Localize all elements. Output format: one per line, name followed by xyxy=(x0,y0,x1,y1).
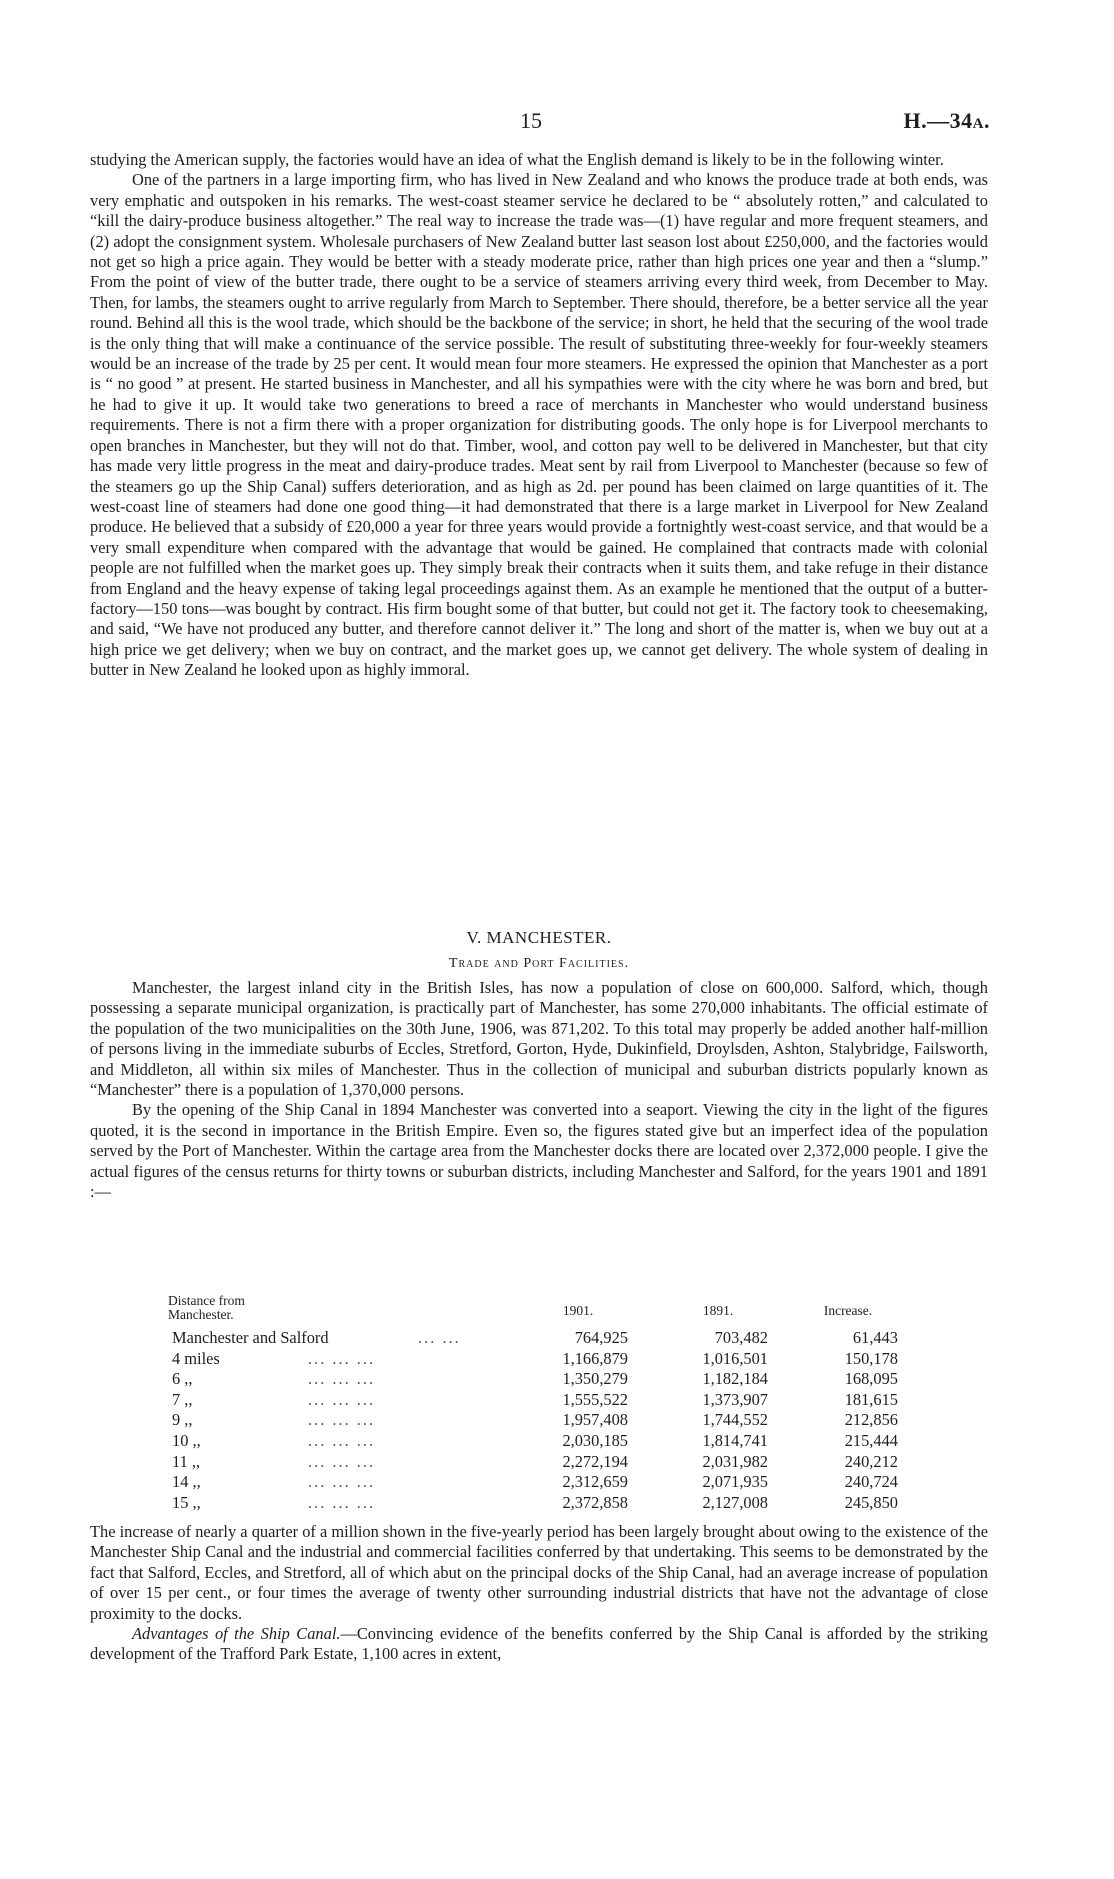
cell-1891: 1,016,501 xyxy=(702,1348,768,1368)
cell-distance: 7 ,, xyxy=(172,1389,193,1409)
cell-leader-dots: ... ... ... xyxy=(308,1430,376,1450)
cell-increase: 215,444 xyxy=(844,1430,898,1450)
cell-leader-dots: ... ... ... xyxy=(308,1348,376,1368)
cell-leader-dots: ... ... ... xyxy=(308,1369,376,1389)
cell-leader-dots: ... ... xyxy=(418,1328,461,1347)
table-row xyxy=(168,1452,928,1473)
cell-1901: 764,925 xyxy=(574,1328,628,1347)
paragraph-advantages-title: Advantages of the Ship Canal. xyxy=(132,1624,341,1644)
table-row xyxy=(168,1328,928,1349)
cell-1891: 2,031,982 xyxy=(702,1451,768,1471)
cell-increase: 168,095 xyxy=(844,1369,898,1389)
cell-increase: 181,615 xyxy=(844,1389,898,1409)
paragraph-increase: The increase of nearly a quarter of a million shown in the five-yearly period has been largely brought about owing to the existence of the Manchester Ship Canal and the industrial and commercial facilities conferred by that undertaking. This seems to be demonstrated by the fact that Salford, Eccles, and Stretford, all of which abut on the principal docks of the Ship Canal, had an average increase of population of over 15 per cent., or four times the average of twenty other surrounding industrial districts that have not the advantage of close proximity to the docks. xyxy=(90,1522,988,1623)
page-number: 15 xyxy=(520,108,542,133)
table-body xyxy=(168,1328,928,1513)
cell-1901: 2,272,194 xyxy=(562,1451,628,1471)
cell-1891: 1,814,741 xyxy=(702,1430,768,1450)
paragraph-continuation: studying the American supply, the factories would have an idea of what the English demand is likely to be in the following winter. xyxy=(90,150,944,169)
cell-distance: 14 ,, xyxy=(172,1472,201,1492)
document-reference-suffix: a. xyxy=(972,108,990,133)
paragraph-advantages-text: —Convincing evidence of the benefits conferred by the Ship Canal is afforded by the striking development of the Trafford Park Estate, 1,100 acres in extent, xyxy=(90,1624,989,1664)
document-reference xyxy=(904,108,990,134)
cell-distance: Manchester and Salford xyxy=(172,1328,329,1347)
cell-1901: 1,957,408 xyxy=(562,1410,628,1430)
cell-1891: 1,182,184 xyxy=(702,1369,768,1389)
page-header xyxy=(90,108,990,138)
cell-1901: 1,166,879 xyxy=(562,1348,628,1368)
cell-1901: 1,555,522 xyxy=(562,1389,628,1409)
cell-leader-dots: ... ... ... xyxy=(308,1492,376,1512)
cell-distance: 9 ,, xyxy=(172,1410,193,1430)
text-block-top xyxy=(90,150,988,681)
table-header-1901: 1901. xyxy=(562,1303,594,1318)
table-row xyxy=(168,1369,928,1390)
cell-leader-dots: ... ... ... xyxy=(308,1410,376,1430)
paragraph-ship-canal: By the opening of the Ship Canal in 1894 Manchester was converted into a seaport. Viewing the city in the light of the figures quoted, it is the second in importance in the British Empire. Even so, the figures stated give but an imperfect idea of the population served by the Port of Manchester. Within the cartage area from the Manchester docks there are located over 2,372,000 people. I give the actual figures of the census returns for thirty towns or suburban districts, including Manchester and Salford, for the years 1901 and 1891 :— xyxy=(90,1100,988,1202)
paragraph-importer-remarks: One of the partners in a large importing firm, who has lived in New Zealand and who knows the produce trade at both ends, was very emphatic and outspoken in his remarks. The west-coast steamer service he declared to be “ absolutely rotten,” and calculated to “kill the dairy-produce business altogether.” The real way to increase the trade was—(1) have regular and more frequent steamers, and (2) adopt the consignment system. Wholesale purchasers of New Zealand butter last season lost about £250,000, and the factories would not get so high a price again. They would be better with a steady moderate price, rather than high prices one year and then a “slump.” From the point of view of the butter trade, there ought to be a service of steamers arriving every third week, from December to May. Then, for lambs, the steamers ought to arrive regularly from March to September. There should, therefore, be a better service all the year round. Behind all this is the wool trade, which should be the backbone of the service; in short, he held that the securing of the wool trade is the only thing that will make a continuance of the service possible. The result of substituting three-weekly for four-weekly steamers would be an increase of the trade by 25 per cent. It would mean four more steamers. He expressed the opinion that Manchester as a port is “ no good ” at present. He started business in Manchester, and all his sympathies were with the city where he was born and bred, but he had to give it up. It would take two generations to breed a race of merchants in Manchester who would understand business requirements. There is not a firm there with a proper organization for distributing goods. The only hope is for Liverpool merchants to open branches in Manchester, but they will not do that. Timber, wool, and cotton pay well to be delivered in Manchester, but that city has made very little progress in the meat and dairy-produce trades. Meat sent by rail from Liverpool to Manchester (because so few of the steamers go up the Ship Canal) suffers deterioration, and as high as 2d. per pound has been claimed on large quantities of it. The west-coast line of steamers had done one good thing—it had demonstrated that there is a large market in Liverpool for New Zealand produce. He believed that a subsidy of £20,000 a year for three years would provide a fortnightly west-coast service, and that would be a very small expenditure when compared with the advantage that would be gained. He complained that contracts made with colonial people are not fulfilled when the market goes up. They simply break their contracts when it suits them, and take refuge in their distance from England and the heavy expense of taking legal proceedings against them. As an example he mentioned that the output of a butter-factory—150 tons—was bought by contract. His firm bought some of that butter, but could not get it. The factory took to cheesemaking, and said, “We have not produced any butter, and therefore cannot deliver it.” The long and short of the matter is, when we buy out at a high price we get delivery; when we buy on contract, and the market goes up, we cannot get delivery. The whole system of dealing in butter in New Zealand he looked upon as highly immoral. xyxy=(90,170,988,680)
table-row xyxy=(168,1493,928,1514)
text-block-bottom xyxy=(90,1522,988,1665)
cell-1891: 703,482 xyxy=(714,1328,768,1347)
cell-1891: 1,744,552 xyxy=(702,1410,768,1430)
cell-leader-dots: ... ... ... xyxy=(308,1472,376,1492)
document-reference-main: H.—34 xyxy=(903,108,973,133)
section-subheading: Trade and Port Facilities. xyxy=(448,956,630,971)
section-heading: V. MANCHESTER. xyxy=(466,928,612,947)
cell-1901: 2,312,659 xyxy=(562,1472,628,1492)
table-row xyxy=(168,1410,928,1431)
cell-distance: 15 ,, xyxy=(172,1492,201,1512)
cell-leader-dots: ... ... ... xyxy=(308,1451,376,1471)
paragraph-advantages xyxy=(90,1624,988,1665)
table-row xyxy=(168,1472,928,1493)
cell-increase: 61,443 xyxy=(852,1328,898,1347)
table-header-increase: Increase. xyxy=(823,1303,873,1318)
cell-increase: 212,856 xyxy=(844,1410,898,1430)
cell-1891: 2,071,935 xyxy=(702,1472,768,1492)
table-row xyxy=(168,1431,928,1452)
cell-distance: 6 ,, xyxy=(172,1369,193,1389)
cell-increase: 150,178 xyxy=(844,1348,898,1368)
cell-1901: 1,350,279 xyxy=(562,1369,628,1389)
cell-1901: 2,372,858 xyxy=(562,1492,628,1512)
table-header-1891: 1891. xyxy=(702,1303,734,1318)
table-row xyxy=(168,1349,928,1370)
paragraph-population: Manchester, the largest inland city in the British Isles, has now a population of close on 600,000. Salford, which, though possessing a separate municipal organization, is practically part of Manchester, has some 270,000 inhabitants. The official estimate of the population of the two municipalities on the 30th June, 1906, was 871,202. To this total may properly be added another half-million of persons living in the immediate suburbs of Eccles, Stretford, Gorton, Hyde, Dukinfield, Droylsden, Ashton, Stalybridge, Failsworth, and Middleton, all within six miles of Manchester. Thus in the collection of municipal and suburban districts popularly known as “Manchester” there is a population of 1,370,000 persons. xyxy=(90,978,988,1100)
cell-1891: 2,127,008 xyxy=(702,1492,768,1512)
cell-leader-dots: ... ... ... xyxy=(308,1389,376,1409)
table-header-distance: Distance from Manchester. xyxy=(168,1293,245,1322)
cell-increase: 245,850 xyxy=(844,1492,898,1512)
cell-distance: 11 ,, xyxy=(172,1451,201,1471)
cell-distance: 10 ,, xyxy=(172,1430,201,1450)
cell-distance: 4 miles xyxy=(172,1348,220,1368)
cell-increase: 240,212 xyxy=(844,1451,898,1471)
text-block-manchester xyxy=(90,978,988,1202)
cell-1891: 1,373,907 xyxy=(702,1389,768,1409)
cell-increase: 240,724 xyxy=(844,1472,898,1492)
cell-1901: 2,030,185 xyxy=(562,1430,628,1450)
table-row xyxy=(168,1390,928,1411)
